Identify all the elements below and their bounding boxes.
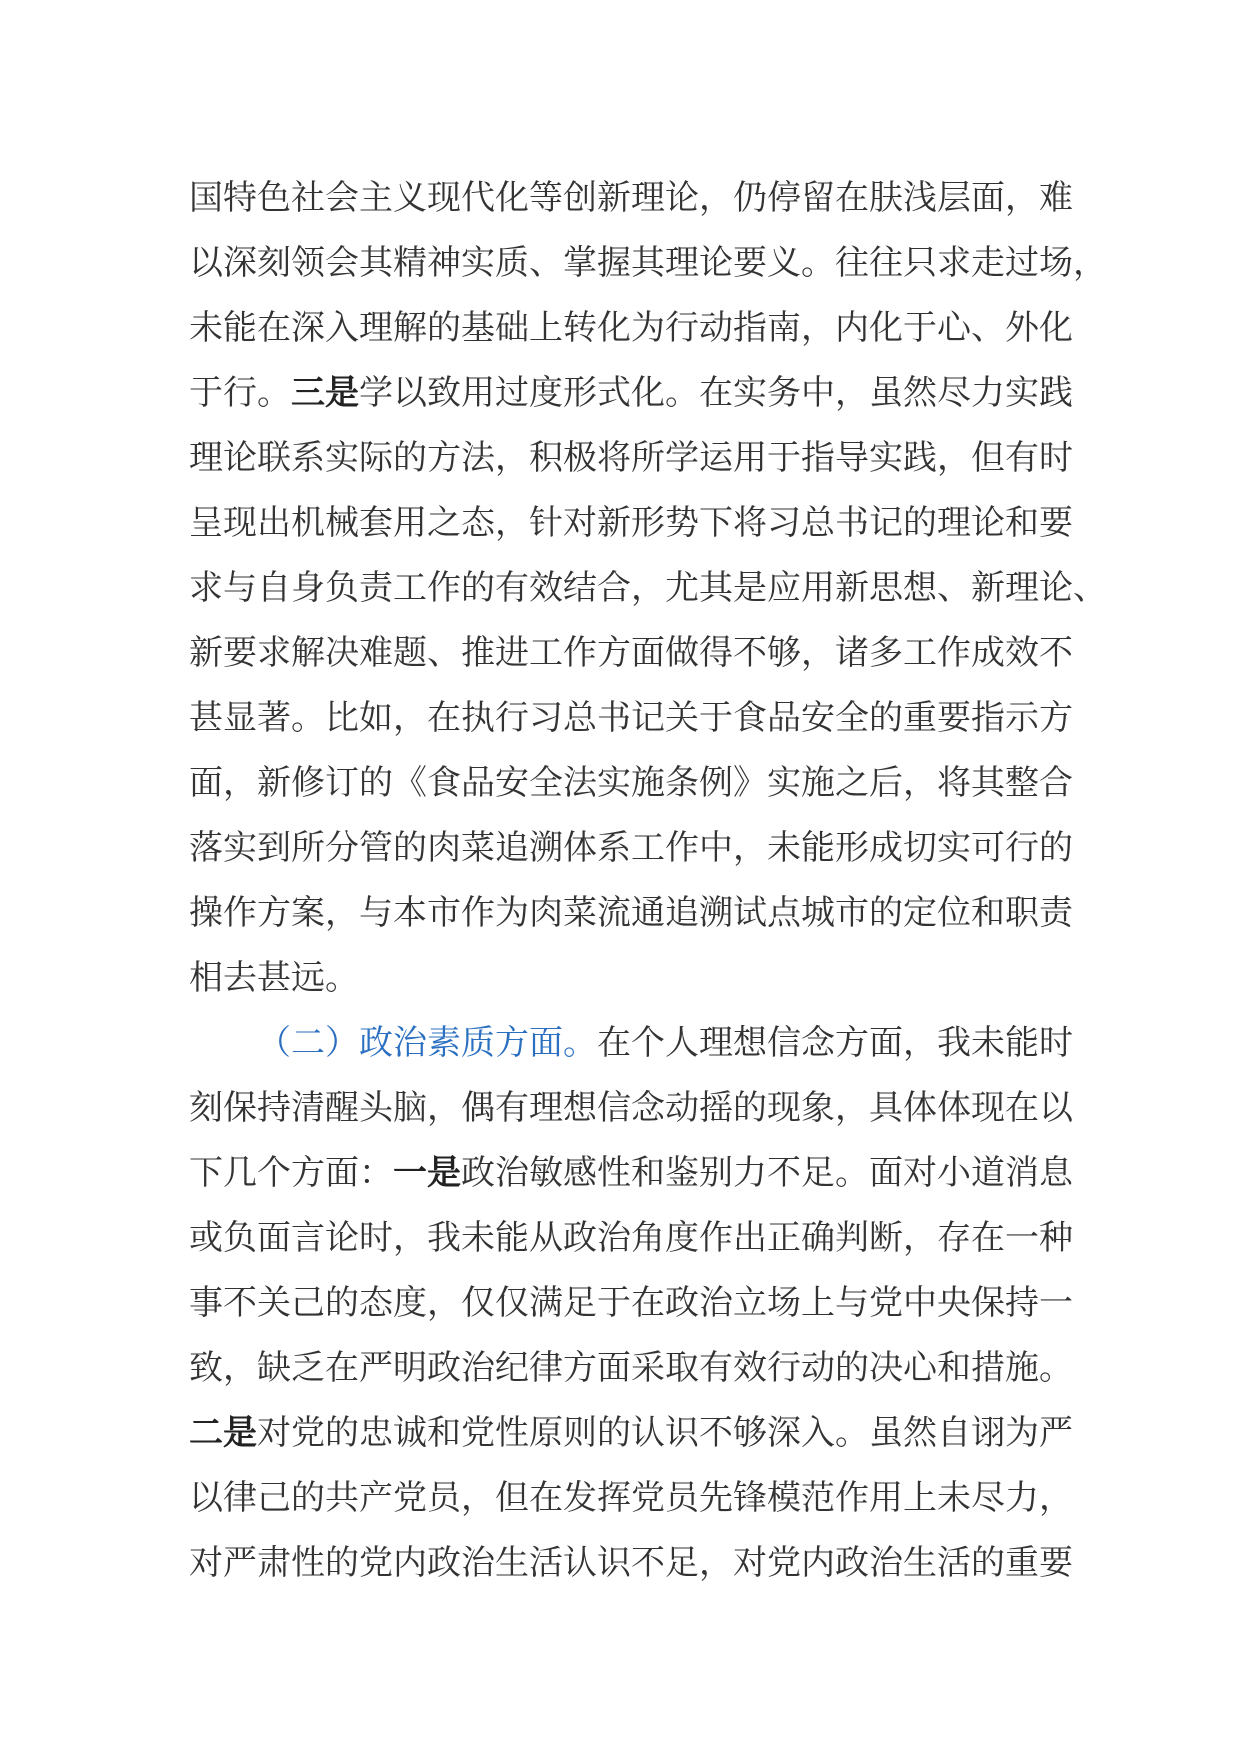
text-line: 事不关己的态度，仅仅满足于在政治立场上与党中央保持一 (189, 1283, 1073, 1323)
text-line: 相去甚远。 (189, 958, 359, 998)
text-line: 对严肃性的党内政治生活认识不足，对党内政治生活的重要 (189, 1543, 1073, 1583)
text-line: 新要求解决难题、推进工作方面做得不够，诸多工作成效不 (189, 633, 1073, 673)
text-line: 甚显著。比如，在执行习总书记关于食品安全的重要指示方 (189, 698, 1073, 738)
text-line: 呈现出机械套用之态，针对新形势下将习总书记的理论和要 (189, 503, 1073, 543)
text-run: 于行。 (189, 373, 291, 413)
text-line: 落实到所分管的肉菜追溯体系工作中，未能形成切实可行的 (189, 828, 1073, 868)
text-line: 求与自身负责工作的有效结合，尤其是应用新思想、新理论、 (189, 568, 1107, 608)
section-heading: （二）政治素质方面。 (257, 1023, 597, 1063)
text-run: 对党的忠诚和党性原则的认识不够深入。虽然自诩为严 (257, 1413, 1073, 1453)
text-run: 学以致用过度形式化。在实务中，虽然尽力实践 (359, 373, 1073, 413)
text-line: 国特色社会主义现代化等创新理论，仍停留在肤浅层面，难 (189, 178, 1073, 218)
text-line (189, 1141, 1073, 1206)
body-text (189, 166, 1107, 1596)
point-marker-three: 三是 (291, 373, 359, 413)
text-line: 面，新修订的《食品安全法实施条例》实施之后，将其整合 (189, 763, 1073, 803)
text-line: 理论联系实际的方法，积极将所学运用于指导实践，但有时 (189, 438, 1073, 478)
point-marker-one: 一是 (393, 1153, 461, 1193)
text-run: 在个人理想信念方面，我未能时 (597, 1023, 1073, 1063)
text-line (189, 361, 1073, 426)
text-line: 操作方案，与本市作为肉菜流通追溯试点城市的定位和职责 (189, 893, 1073, 933)
text-line: 以律己的共产党员，但在发挥党员先锋模范作用上未尽力， (189, 1478, 1073, 1518)
text-line: 刻保持清醒头脑，偶有理想信念动摇的现象，具体体现在以 (189, 1088, 1073, 1128)
text-line: 或负面言论时，我未能从政治角度作出正确判断，存在一种 (189, 1218, 1073, 1258)
text-line (189, 1401, 1073, 1466)
text-line (189, 1011, 1073, 1076)
point-marker-two: 二是 (189, 1413, 257, 1453)
text-line: 致，缺乏在严明政治纪律方面采取有效行动的决心和措施。 (189, 1348, 1073, 1388)
text-line: 未能在深入理解的基础上转化为行动指南，内化于心、外化 (189, 308, 1073, 348)
text-run: 下几个方面： (189, 1153, 393, 1193)
text-line: 以深刻领会其精神实质、掌握其理论要义。往往只求走过场， (189, 243, 1107, 283)
text-run: 政治敏感性和鉴别力不足。面对小道消息 (461, 1153, 1073, 1193)
